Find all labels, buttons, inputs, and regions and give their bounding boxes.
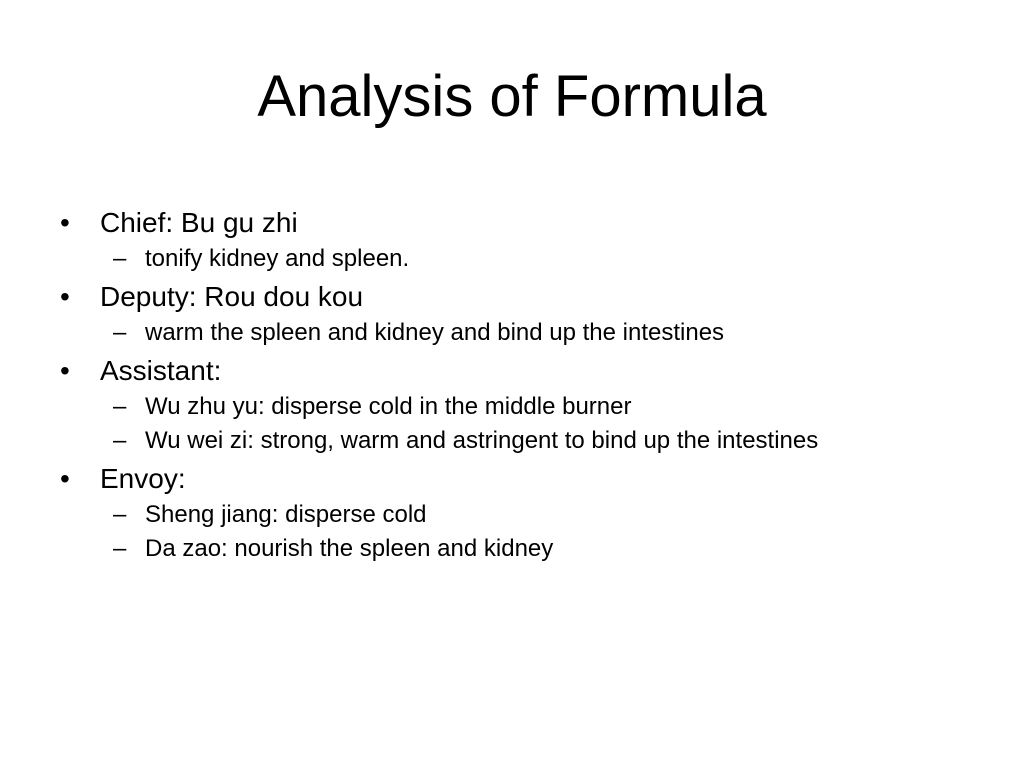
bullet-item-deputy — [58, 278, 998, 350]
sub-bullet-list — [100, 316, 998, 350]
sub-bullet-list — [100, 498, 998, 566]
bullet-item-assistant — [58, 352, 998, 458]
bullet-icon: • — [60, 281, 70, 312]
dash-icon: – — [113, 535, 127, 562]
sub-bullet-text: Wu zhu yu: disperse cold in the middle burner — [145, 393, 632, 420]
dash-icon: – — [113, 319, 127, 346]
slide-title: Analysis of Formula — [257, 64, 767, 129]
sub-bullet-item — [100, 242, 998, 276]
sub-bullet-item — [100, 498, 998, 532]
sub-bullet-text: Da zao: nourish the spleen and kidney — [145, 535, 554, 562]
sub-bullet-item — [100, 390, 998, 424]
dash-icon: – — [113, 393, 127, 420]
bullet-label: Deputy: Rou dou kou — [100, 281, 364, 312]
bullet-icon: • — [60, 463, 70, 494]
sub-bullet-text: tonify kidney and spleen. — [145, 245, 410, 272]
dash-icon: – — [113, 427, 127, 454]
sub-bullet-text: warm the spleen and kidney and bind up the intestines — [145, 319, 725, 346]
bullet-icon: • — [60, 355, 70, 386]
bullet-item-envoy — [58, 460, 998, 566]
dash-icon: – — [113, 245, 127, 272]
sub-bullet-item — [100, 424, 998, 458]
bullet-item-chief — [58, 204, 998, 276]
sub-bullet-list — [100, 242, 998, 276]
sub-bullet-text: Wu wei zi: strong, warm and astringent to bind up the intestines — [145, 427, 819, 454]
bullet-label: Assistant: — [100, 355, 222, 386]
sub-bullet-text: Sheng jiang: disperse cold — [145, 501, 427, 528]
sub-bullet-item — [100, 316, 998, 350]
bullet-label: Chief: Bu gu zhi — [100, 207, 298, 238]
dash-icon: – — [113, 501, 127, 528]
bullet-list — [58, 204, 998, 568]
sub-bullet-list — [100, 390, 998, 458]
sub-bullet-item — [100, 532, 998, 566]
bullet-icon: • — [60, 207, 70, 238]
bullet-label: Envoy: — [100, 463, 186, 494]
